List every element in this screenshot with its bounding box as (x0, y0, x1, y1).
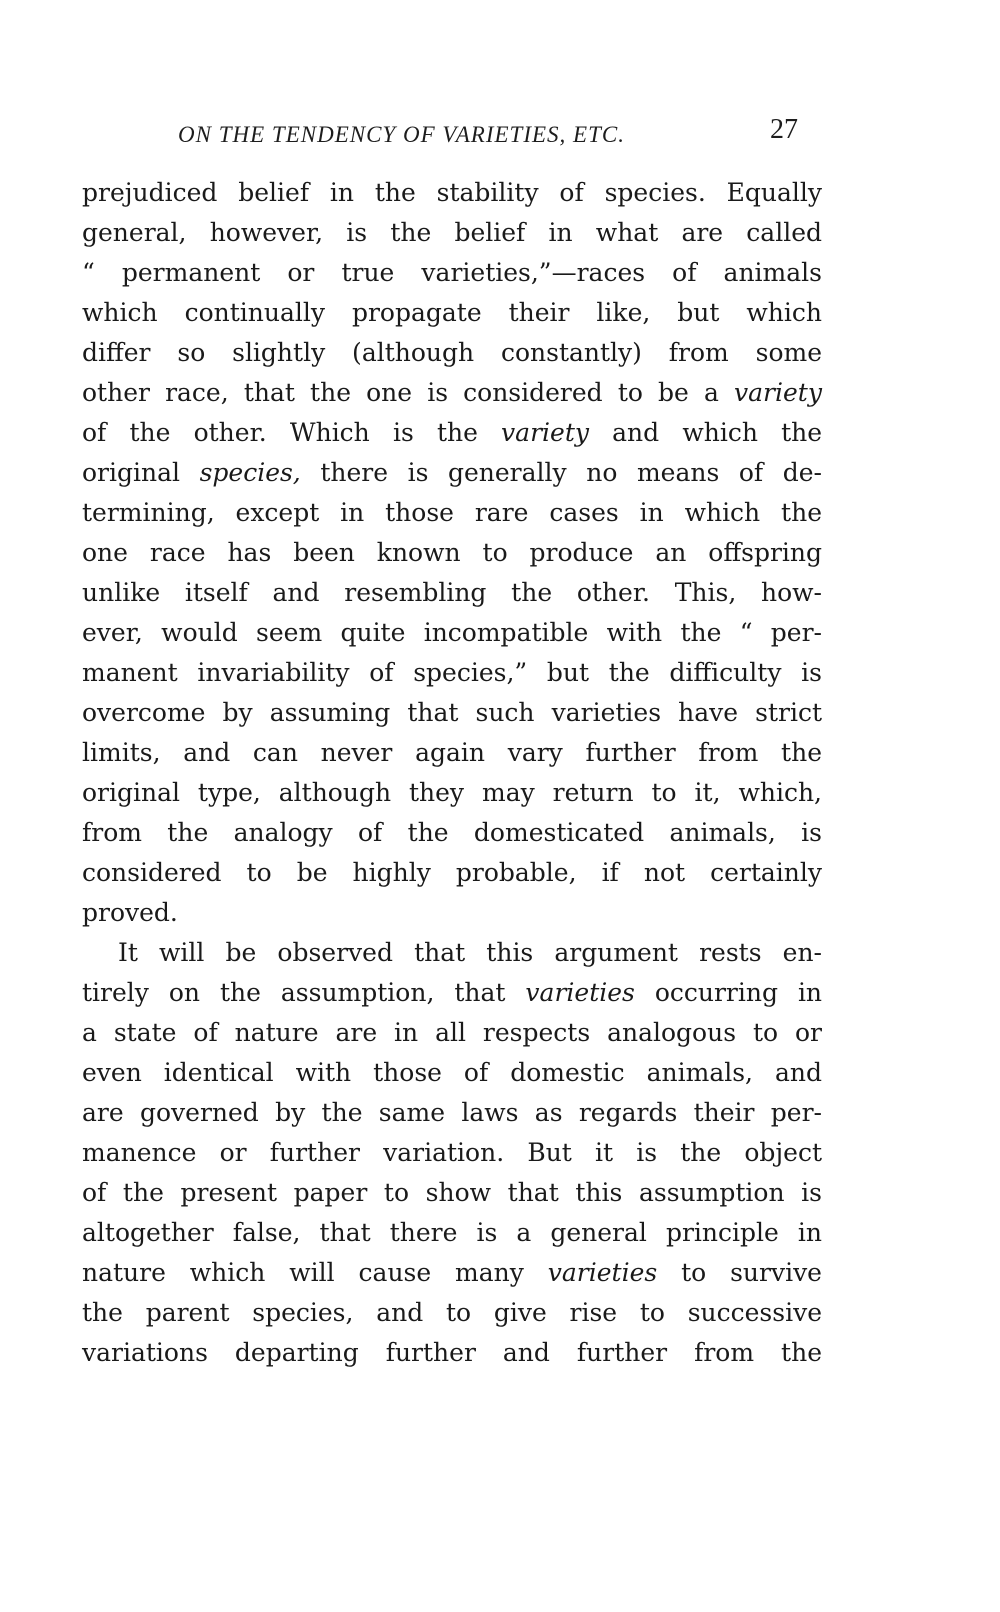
italic-word: varieties (525, 978, 635, 1007)
text-line: the parent species, and to give rise to successive (82, 1298, 822, 1327)
body-text (82, 173, 822, 1373)
text-line: from the analogy of the domesticated animals, is (82, 818, 822, 847)
text-line: of the present paper to show that this assumption is (82, 1178, 822, 1207)
text-line: overcome by assuming that such varieties have strict (82, 698, 822, 727)
text-line: termining, except in those rare cases in which the (82, 498, 822, 527)
text-line: “ permanent or true varieties,”—races of animals (82, 258, 822, 287)
text-line: prejudiced belief in the stability of species. Equally (82, 178, 822, 207)
text-line: nature which will cause many varieties to survive (82, 1258, 822, 1287)
text-line: proved. (82, 898, 178, 927)
text-line: considered to be highly probable, if not certainly (82, 858, 822, 887)
text-line: are governed by the same laws as regards their per- (82, 1098, 822, 1127)
text-line: which continually propagate their like, but which (82, 298, 822, 327)
text-line: differ so slightly (although constantly) from some (82, 338, 822, 367)
text-line: one race has been known to produce an offspring (82, 538, 822, 567)
italic-word: species, (199, 458, 301, 487)
text-line: original type, although they may return to it, which, (82, 778, 822, 807)
text-line: a state of nature are in all respects analogous to or (82, 1018, 822, 1047)
text-line: general, however, is the belief in what are called (82, 218, 822, 247)
italic-word: variety (734, 378, 822, 407)
italic-word: variety (501, 418, 589, 447)
text-line: unlike itself and resembling the other. This, how- (82, 578, 822, 607)
text-line: variations departing further and further from the (82, 1338, 822, 1367)
text-line: limits, and can never again vary further from the (82, 738, 822, 767)
italic-word: varieties (547, 1258, 658, 1287)
text-line: other race, that the one is considered to be a variety (82, 378, 822, 407)
running-head (82, 112, 822, 152)
page-number: 27 (770, 114, 798, 145)
text-line: original species, there is generally no means of de- (82, 458, 822, 487)
text-line: altogether false, that there is a general principle in (82, 1218, 822, 1247)
text-line: of the other. Which is the variety and which the (82, 418, 823, 447)
text-line: tirely on the assumption, that varieties occurring in (82, 978, 823, 1007)
text-line: It will be observed that this argument rests en- (118, 938, 822, 967)
text-line: even identical with those of domestic animals, and (82, 1058, 822, 1087)
text-line: manence or further variation. But it is the object (82, 1138, 822, 1167)
running-title: ON THE TENDENCY OF VARIETIES, ETC. (178, 122, 625, 147)
text-line: manent invariability of species,” but the difficulty is (82, 658, 822, 687)
text-line: ever, would seem quite incompatible with the “ per- (82, 618, 822, 647)
